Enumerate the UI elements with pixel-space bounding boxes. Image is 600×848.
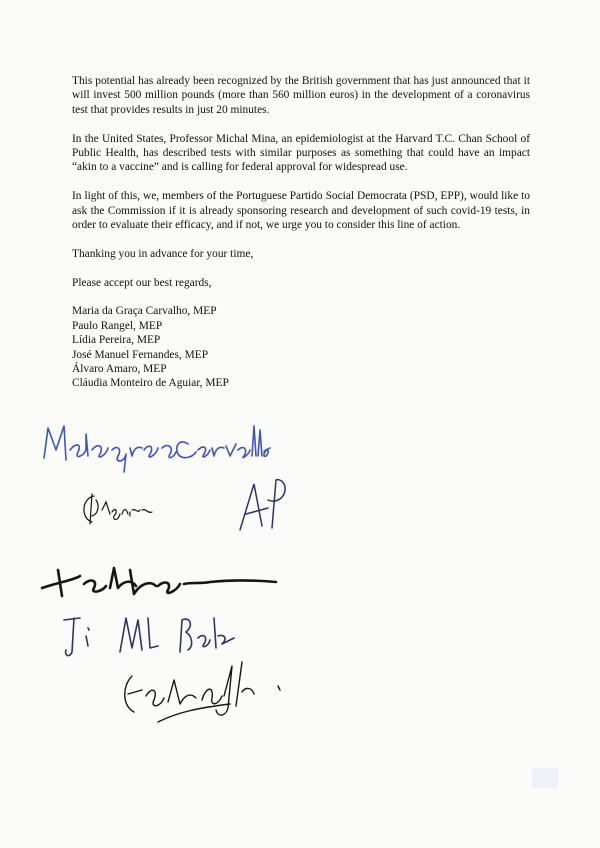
signatory-name: José Manuel Fernandes, MEP <box>72 348 209 361</box>
paragraph-request: In light of this, we, members of the Portuguese Partido Social Democrata (PSD, EPP), would like to ask the Commission if it is already sponsoring research and development of such covid-19 tests, in order to evaluate their efficacy, and if not, we urge you to consider this line of action. <box>72 190 530 232</box>
signatory-name: Álvaro Amaro, MEP <box>72 363 167 376</box>
signature-aguiar <box>78 488 158 528</box>
paragraph-british-government: This potential has already been recognized by the British government that has just announced that it will invest 500 million pounds (more than 560 million euros) in the development of a coronavirus test that provides results in just 20 minutes. <box>72 75 530 116</box>
signatory-list <box>72 304 530 390</box>
signature-fernandes <box>58 608 248 662</box>
paragraph-regards: Please accept our best regards, <box>72 276 212 289</box>
signatory-name: Paulo Rangel, MEP <box>72 319 163 332</box>
scan-marker <box>532 768 558 788</box>
letter-body <box>72 74 530 391</box>
signature-pereira <box>118 656 298 736</box>
paragraph-united-states: In the United States, Professor Michal Mina, an epidemiologist at the Harvard T.C. Chan School of Public Health, has described tests with similar purposes as something that could have an impact “akin to a vaccine” and is calling for federal approval for widespread use. <box>72 132 530 174</box>
signatory-name: Maria da Graça Carvalho, MEP <box>72 305 217 318</box>
signatory-name: Cláudia Monteiro de Aguiar, MEP <box>72 377 229 390</box>
signatory-name: Lídia Pereira, MEP <box>72 334 161 347</box>
signature-rangel <box>40 562 280 600</box>
signature-carvalho <box>40 420 270 470</box>
signature-amaro <box>232 474 292 536</box>
paragraph-thanks: Thanking you in advance for your time, <box>72 247 254 260</box>
